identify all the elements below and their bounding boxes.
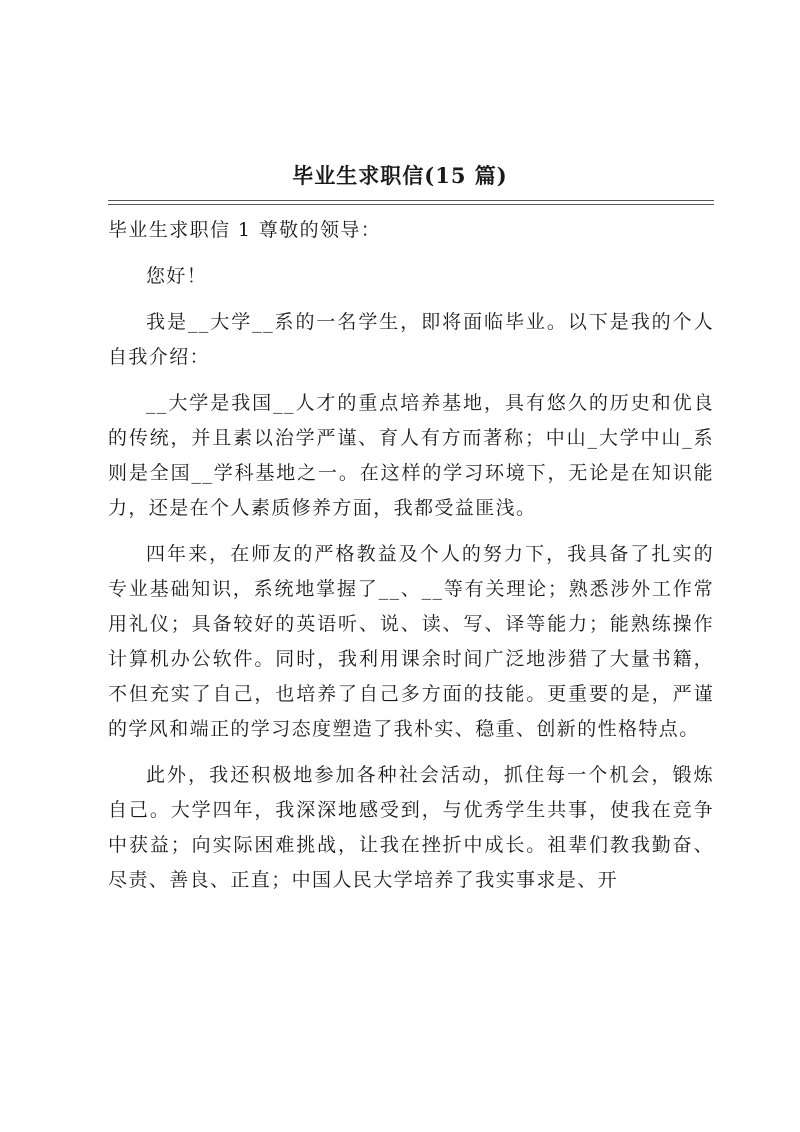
page-title: 毕业生求职信(15 篇) [292,163,508,188]
university-paragraph: __大学是我国__人才的重点培养基地，具有悠久的历史和优良的传统，并且素以治学严谨、育人有方而著称；中山_大学中山_系则是全国__学科基地之一。在这样的学习环境下，无论是在知识能力，还是在个人素质修养方面，我都受益匪浅。 [108,392,714,519]
title-divider-bottom [108,204,714,205]
introduction-paragraph: 我是__大学__系的一名学生，即将面临毕业。以下是我的个人自我介绍： [108,311,714,368]
letter-body [108,213,714,909]
letter-heading-line: 毕业生求职信 1 尊敬的领导： [108,219,382,241]
greeting-paragraph: 您好！ [146,265,208,287]
activities-paragraph: 此外，我还积极地参加各种社会活动，抓住每一个机会，锻炼自己。大学四年，我深深地感受到，与优秀学生共事，使我在竞争中获益；向实际困难挑战，让我在挫折中成长。祖辈们教我勤奋、尽责、善良、正直；中国人民大学培养了我实事求是、开 [108,764,714,891]
title-divider-top [108,200,714,201]
study-paragraph: 四年来，在师友的严格教益及个人的努力下，我具备了扎实的专业基础知识，系统地掌握了__、__等有关理论；熟悉涉外工作常用礼仪；具备较好的英语听、说、读、写、译等能力；能熟练操作计算机办公软件。同时，我利用课余时间广泛地涉猎了大量书籍，不但充实了自己，也培养了自己多方面的技能。更重要的是，严谨的学风和端正的学习态度塑造了我朴实、稳重、创新的性格特点。 [108,543,714,740]
